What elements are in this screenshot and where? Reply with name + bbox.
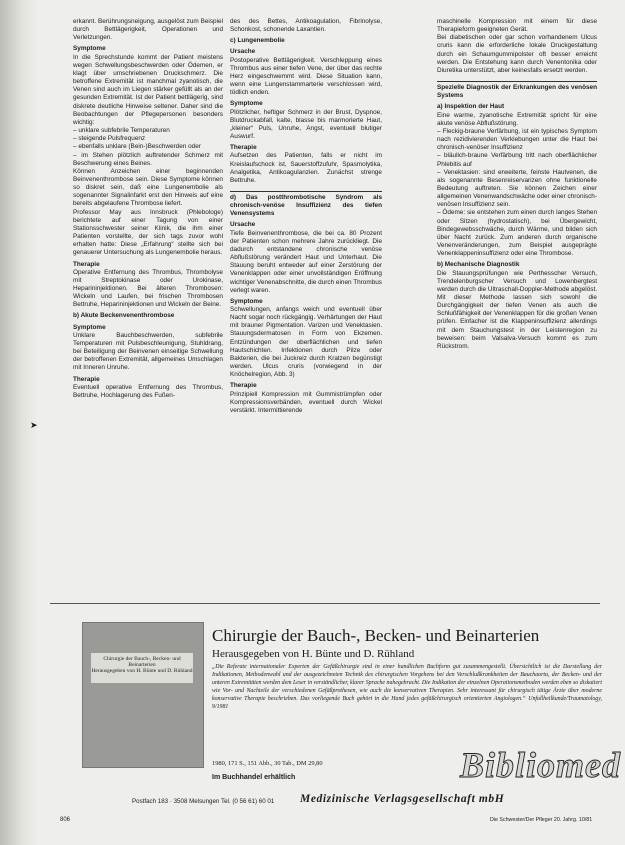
section-heading: Ursache: [230, 48, 256, 56]
ad-title: Chirurgie der Bauch-, Becken- und Beinarterien: [212, 626, 540, 645]
book-cover-label: [91, 653, 193, 683]
book-cover-title: Chirurgie der Bauch-, Becken- und Beinarterien: [103, 656, 181, 668]
paragraph: Postoperative Bettlägerigkeit. Verschleppung eines Thrombus aus einer tiefen Vene, der über das rechte Herz eingeschwemmt wird. Diese Situation kann, wenn eine Lungenstammarterie verschlossen wird, tödlich enden.: [230, 56, 382, 97]
paragraph: – bläulich-braune Verfärbung tritt nach oberflächlicher Phlebitis auf: [437, 152, 597, 168]
ad-price: 1980, 171 S., 151 Abb., 30 Tab., DM 29,80: [212, 760, 323, 767]
section-heading: Therapie: [73, 375, 100, 383]
paragraph: – unklare subfebrile Temperaturen: [73, 127, 170, 135]
section-heading: b) Akute Beckenvenenthrombose: [73, 312, 175, 320]
publisher-address: Postfach 183 · 3508 Melsungen Tel. (0 56 61) 60 01: [132, 798, 275, 805]
section-heading: c) Lungenembolie: [230, 37, 285, 45]
section-heading: Spezielle Diagnostik der Erkrankungen des venösen Systems: [437, 81, 597, 100]
paragraph: – im Stehen plötzlich auftretender Schmerz mit Beschwerung eines Beines.: [73, 151, 223, 167]
page-number: 806: [60, 817, 71, 823]
section-heading: Therapie: [73, 260, 100, 268]
paragraph: – Ödeme: sie entstehen zum einen durch langes Stehen oder Sitzen (hydrostatisch), bei Übergewicht, Bindegewebsschwäche, durch Wärme, und bilden sich über Nacht zurück. Zum anderen durch organische Venenveränderungen, zum Beispiel ausgeprägte Venenklappeninsuffizienz oder eine Thrombose.: [437, 209, 597, 258]
text-column-1: [73, 18, 223, 601]
book-advertisement: [60, 612, 621, 812]
book-cover-editors: Herausgegeben von H. Bünte und D. Rühland: [91, 668, 193, 674]
section-heading: Therapie: [230, 144, 257, 152]
text-column-3: [437, 18, 597, 601]
book-cover-image: [82, 622, 204, 768]
paragraph: Professor May aus Innsbruck (Phlebologe) berichtete auf einer Tagung von einer Stationsschwester seiner Klinik, die ihm einer Patienten vorstellte, der sich tags zuvor wohl erhalten hatte: Diese „Erfahrung“ stellte sich bei genauerer Untersuchung als Lungenembolie heraus.: [73, 208, 223, 257]
paragraph: Aufsetzen des Patienten, falls er nicht im Kreislaufschock ist, Sauerstoffzufuhr, Spasmolytika, Analgetika, Antikoagulanzien. Zunächst strenge Bettruhe.: [230, 152, 382, 184]
divider-line: [50, 603, 600, 604]
journal-footer: Die Schwester/Der Pfleger 20. Jahrg. 10/81: [490, 817, 593, 823]
paragraph: Können Anzeichen einer beginnenden Beinvenenthrombose sein. Diese Symptome können so diskret sein, daß eine Lungenembolie als sogenannter Signalinfarkt erst den Hinweis auf eine bereits abgelaufene Thrombose liefert.: [73, 167, 223, 208]
section-heading: Ursache: [230, 221, 256, 229]
paragraph: Bei diabetischen oder gar schon vorhandenem Ulcus cruris kann die erforderliche lokale Druckgestaltung durch ein Schaumgummipolster oft besser erreicht werden. Die Entstehung kann durch Venentonika oder Diuretika unterstützt, aber keinesfalls ersetzt werden.: [437, 34, 597, 74]
section-heading: Symptome: [230, 100, 263, 108]
section-heading: Symptome: [230, 297, 263, 305]
paragraph: Prinzipiell Kompression mit Gummistrümpfen oder Kompressionsverbänden, eventuell durch Wickel verstärkt. Intermittierende: [230, 390, 382, 414]
section-heading: Symptome: [73, 45, 106, 53]
paragraph: Eine warme, zyanotische Extremität spricht für eine akute venöse Abflußstörung.: [437, 111, 597, 127]
ad-editors: Herausgegeben von H. Bünte und D. Rühland: [212, 648, 415, 660]
paragraph: Plötzlicher, heftiger Schmerz in der Brust, Dyspnoe, Blutdruckabfall, kalte, blasse bis marmorierte Haut, „kleiner“ Puls, Unruhe, Angst, eventuell blutiger Auswurf.: [230, 108, 382, 141]
paragraph: Unklare Bauchbeschwerden, subfebrile Temperaturen mit Pulsbeschleunigung, Stuhldrang, bei Beteiligung der Beinvenen einseitige Schwellung der betroffenen Extremität, allgemeines Umschlagen mit Inneren Unruhe.: [73, 331, 223, 372]
section-heading: Therapie: [230, 382, 257, 390]
section-heading: d) Das postthrombotische Syndrom als chronisch-venöse Insuffizienz des tiefen Venensystems: [230, 191, 382, 218]
paragraph: Schwellungen, anfangs weich und eventuell über Nacht sogar noch rückgängig. Verhärtungen der Haut mit brauner Pigmentation. Varizen und Venektasien. Stauungsdermatosen in Form von Ekzemen. Entzündungen der oberflächlichen und tiefen Hautschichten. Infektionen durch Pilze oder Bakterien, die bei Juckreiz durch Kratzen begünstigt werden. Ulcus cruris (vorwiegend in der Knöchelregion, Abb. 3): [230, 306, 382, 379]
paragraph: des des Bettes, Antikoagulation, Fibrinolyse, Schonkost, schonende Laxantien.: [230, 18, 382, 34]
paragraph: erkannt. Berührungsneigung, ausgelöst zum Beispiel durch Bettlägerigkeit, Operationen und Verletzungen.: [73, 18, 223, 42]
paragraph: Eventuell operative Entfernung des Thrombus, Bettruhe, Hochlagerung des Fußen-: [73, 383, 223, 399]
margin-arrow-icon: ➤: [30, 420, 38, 430]
ad-availability: Im Buchhandel erhältlich: [212, 774, 296, 781]
paragraph: – ebenfalls unklare (Bein-)Beschwerden oder: [73, 143, 201, 151]
paragraph: – Venektasien: sind erweiterte, feinste Hautvenen, die als sogenannte Besenreiservarizen ohne funktionelle Bedeutung auftreten. Sie können Zeichen einer allgemeinen Venenwandschwäche oder einer chronisch-venösen Insuffizienz sein.: [437, 168, 597, 209]
paragraph: – steigende Pulsfrequenz: [73, 135, 146, 143]
paragraph: – Fleckig-braune Verfärbung, ist ein typisches Symptom nach rezidivierenden Verklebungen unter die Haut bei chronisch-venöser Insuffizienz: [437, 127, 597, 152]
bibliomed-logo: Bibliomed: [460, 745, 621, 785]
paragraph: Tiefe Beinvenenthrombose, die bei ca. 80 Prozent der Patienten schon mehrere Jahre zurückliegt. Die dadurch entstandene chronische venöse Abflußstörung verändert Haut und Unterhaut. Die Stauung beruht entweder auf einer Zerstörung der Venenklappen oder einer unvollständigen Eröffnung wichtiger Venenabschnitte, die durch einen Thrombus verlegt waren.: [230, 229, 382, 294]
paragraph: Die Stauungsprüfungen wie Perthesscher Versuch, Trendelenburgscher Versuch und Lowenbergtest werden durch die Ultraschall-Doppler-Methode abgelöst. Mit dieser Methode lassen sich sowohl die Durchgängigkeit der tiefen Venen als auch die Schlußfähigkeit der Venenklappen für die großen Venen prüfen. Einfacher ist die Klappeninsuffizienz allerdings mit dem Stauchungstest in der Leistenregion zu beweisen: beim Valsalva-Versuch kommt es zum Rückstrom.: [437, 269, 597, 350]
paragraph: maschinelle Kompression mit einem für diese Therapieform geeigneten Gerät.: [437, 18, 597, 34]
paragraph: In die Sprechstunde kommt der Patient meistens wegen Schwellungsbeschwerden oder Ödemen, er klagt über umschriebenen Druckschmerz. Die betroffene Extremität ist manchmal zyanotisch, die Venen sind auch im Liegen stärker gefüllt als an der gesunden Extremität. Ist der Patient bettlägerig, sind diskrete deutliche Hinweise seltener. Daher sind die Beobachtungen der Pflegepersonen besonders wichtig:: [73, 53, 223, 126]
section-heading: b) Mechanische Diagnostik: [437, 261, 520, 269]
section-heading: a) Inspektion der Haut: [437, 103, 505, 111]
text-column-2: [230, 18, 382, 601]
section-heading: Symptome: [73, 323, 106, 331]
publisher-name: Medizinische Verlagsgesellschaft mbH: [300, 793, 505, 805]
paragraph: Operative Entfernung des Thrombus, Thrombolyse mit Streptokinase oder Urokinase, Heparininjektionen. Bei älteren Thrombosen: Wickeln und Laufen, bei frischen Thrombosen Bettruhe, Heparininjektionen und Wickeln der Beine.: [73, 268, 223, 309]
ad-review-text: „Die Referate internationaler Experten der Gefäßchirurgie sind in einer handlichen Buchform gut zusammengestellt. Übersichtlich ist die Darstellung der Indikationen, Methodenwahl und der ausgezeichneten Technik des chirurgischen Vorgehens bei den Verschlußkrankheiten der Bauchaorta, der Becken- und der unteren Extremitäten werden dem Leser in verständlicher, klarer Sprache nahegebracht. Die Indikation der einzelnen Operationsmethoden werden eben so diskutiert wie Vor- und Nachteile der verschiedenen Gefäßprothesen, wie auch die konservativen Therapien. Sehr interessant für chirurgisch tätige Ärzte über moderne konservative Therapie beschrieben. Das vorliegende Buch gehört in die Hand jedes gefäßchirurgisch orientierten Angiologen.“ Unfallheilkunde/Traumatology, 9/1981: [212, 664, 602, 710]
